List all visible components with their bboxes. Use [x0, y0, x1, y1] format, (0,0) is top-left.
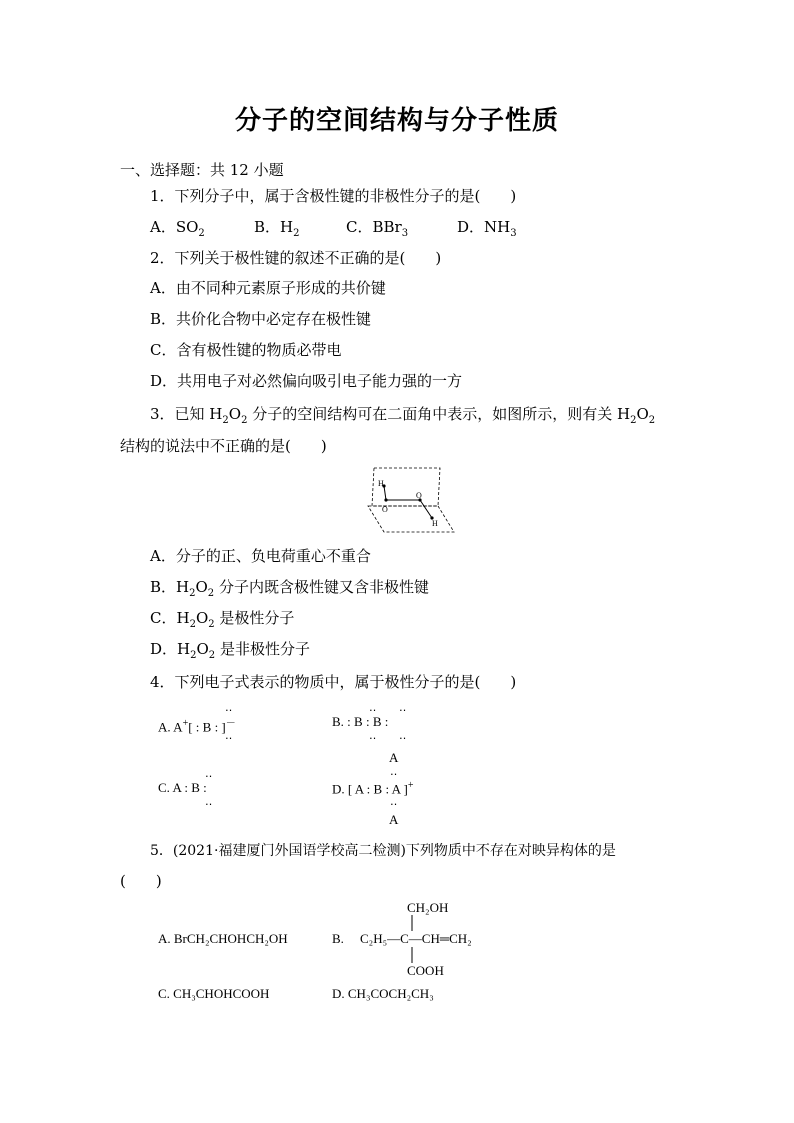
q4-a-dots-top: ‥	[225, 701, 233, 714]
diagram-label-o1: O	[382, 505, 388, 514]
q2-option-b: B．共价化合物中必定存在极性键	[150, 310, 372, 328]
q1-option-d: D．$NH_3$	[457, 218, 517, 239]
q5-b-vertical-bond-bottom	[410, 947, 414, 963]
q4-d-dots-top: ‥	[390, 765, 398, 778]
diagram-label-h2: H	[432, 519, 438, 528]
q1-option-a: A．$SO_2$	[150, 218, 205, 239]
q4-c-dots-top: ‥	[205, 767, 213, 780]
q4-c-dots-bottom: ‥	[205, 795, 213, 808]
q3-stem-line2: 结构的说法中不正确的是( )	[120, 437, 327, 455]
q3-stem: 3．已知 $H_2O_2$ 分子的空间结构可在二面角中表示，如图所示，则有关 $H_2O_2$	[150, 405, 656, 426]
q4-d-dots-bottom: ‥	[390, 795, 398, 808]
q3-option-b: B．$H_2O_2$ 分子内既含极性键又含非极性键	[150, 578, 429, 599]
q2-option-c: C．含有极性键的物质必带电	[150, 341, 342, 359]
q5-b-bottom-group: COOH	[407, 963, 444, 978]
q1-option-c: C．BBr$_3$	[346, 218, 409, 239]
q5-stem-line2: ( )	[120, 872, 162, 890]
q5-option-d: D. CH₃COCH₂CH₃	[332, 986, 434, 1001]
q4-b-dots-bottom1: ‥	[369, 729, 377, 742]
q4-d-top-atom: A	[389, 750, 399, 765]
q3-option-d: D．$H_2O_2$ 是非极性分子	[150, 640, 310, 661]
q4-b-dots-top2: ‥	[399, 701, 407, 714]
q5-option-b-label: B.	[332, 931, 344, 946]
q5-b-main-chain: C₂H₅—C—CH═CH₂	[360, 931, 472, 946]
q4-option-c: C. A : B :	[158, 780, 207, 795]
q1-option-b: B．$H_2$	[254, 218, 300, 239]
h2o2-dihedral-diagram	[360, 462, 460, 534]
q5-b-vertical-bond-top	[410, 915, 414, 931]
diagram-label-h1: H	[378, 479, 384, 488]
section-heading: 一、选择题：共 12 小题	[120, 161, 284, 179]
q4-option-a: A. A+[ : B : ]－	[158, 718, 236, 735]
q3-option-a: A．分子的正、负电荷重心不重合	[150, 547, 371, 565]
q5-option-c: C. CH₃CHOHCOOH	[158, 986, 270, 1001]
q4-option-b: B. : B : B :	[332, 714, 389, 729]
q5-b-top-group: CH₂OH	[407, 900, 449, 915]
q2-option-d: D．共用电子对必然偏向吸引电子能力强的一方	[150, 372, 463, 390]
diagram-label-o2: O	[416, 491, 422, 500]
q2-option-a: A．由不同种元素原子形成的共价键	[150, 279, 386, 297]
q4-option-d: D. [ A : B : A ]+	[332, 780, 414, 797]
q5-option-a: A. BrCH₂CHOHCH₂OH	[158, 931, 288, 946]
q5-stem: 5．(2021·福建厦门外国语学校高二检测)下列物质中不存在对映异构体的是	[150, 843, 616, 859]
q4-d-bottom-atom: A	[389, 812, 399, 827]
page-title: 分子的空间结构与分子性质	[234, 106, 559, 136]
q1-stem: 1．下列分子中，属于含极性键的非极性分子的是( )	[150, 187, 517, 205]
q4-stem: 4．下列电子式表示的物质中，属于极性分子的是( )	[150, 673, 517, 691]
q4-b-dots-bottom2: ‥	[399, 729, 407, 742]
q2-stem: 2．下列关于极性键的叙述不正确的是( )	[150, 249, 442, 267]
q3-option-c: C．$H_2O_2$ 是极性分子	[150, 609, 295, 630]
q4-b-dots-top1: ‥	[369, 701, 377, 714]
q4-a-dots-bottom: ‥	[225, 729, 233, 742]
